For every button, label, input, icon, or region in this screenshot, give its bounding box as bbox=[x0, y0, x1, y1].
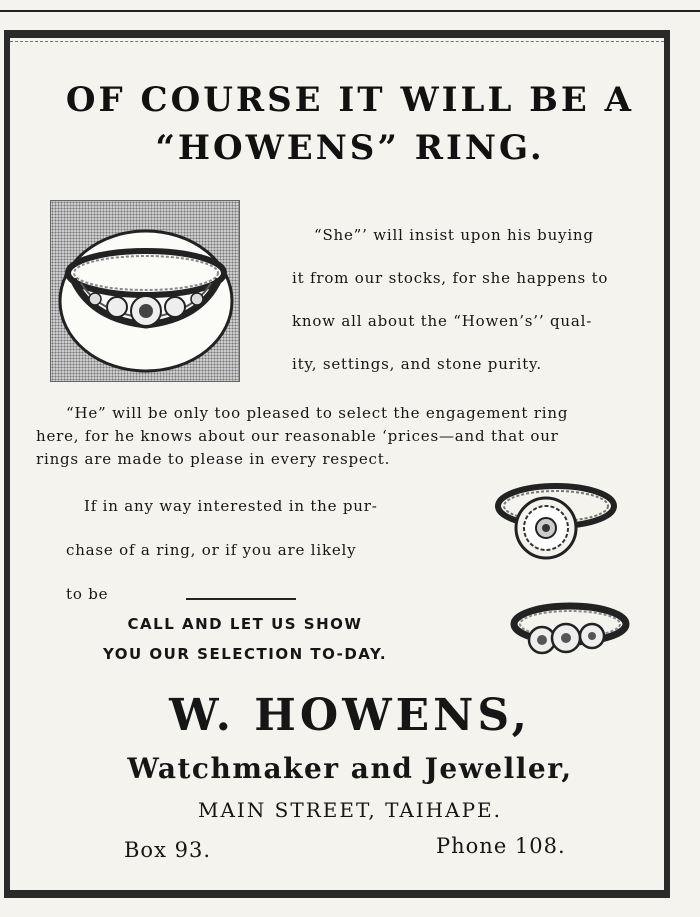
text-line: “He” will be only too pleased to select the engagement ring bbox=[66, 404, 569, 422]
top-rule bbox=[0, 10, 700, 12]
paragraph-interest bbox=[66, 484, 416, 616]
paragraph-he bbox=[36, 402, 642, 471]
text-line: to be bbox=[66, 585, 109, 603]
business-address: MAIN STREET, TAIHAPE. bbox=[198, 798, 502, 822]
ring-engraving-icon bbox=[50, 200, 240, 382]
business-trade: Watchmaker and Jeweller, bbox=[127, 752, 573, 785]
headline-line-1: OF COURSE IT WILL BE A bbox=[65, 80, 635, 120]
text-line: chase of a ring, or if you are likely bbox=[66, 541, 357, 559]
text-line: rings are made to please in every respect. bbox=[36, 450, 391, 468]
text-line: ity, settings, and stone purity. bbox=[292, 355, 542, 373]
section-divider bbox=[186, 598, 296, 600]
cluster-ring-icon bbox=[490, 476, 620, 568]
three-stone-ring-icon bbox=[500, 596, 630, 668]
text-line: here, for he knows about our reasonable ‘prices—and that our bbox=[36, 427, 559, 445]
text-line: If in any way interested in the pur- bbox=[84, 497, 378, 515]
call-to-action-line-1: CALL AND LET US SHOW bbox=[127, 615, 363, 633]
post-box: Box 93. bbox=[124, 838, 211, 862]
text-line: know all about the “Howen’s’’ qual- bbox=[292, 312, 593, 330]
phone-number: Phone 108. bbox=[436, 834, 566, 858]
headline-line-2: “HOWENS” RING. bbox=[155, 128, 545, 168]
paragraph-she bbox=[292, 214, 644, 386]
text-line: it from our stocks, for she happens to bbox=[292, 269, 609, 287]
call-to-action-line-2: YOU OUR SELECTION TO-DAY. bbox=[102, 645, 388, 663]
business-name: W. HOWENS, bbox=[169, 690, 531, 741]
text-line: “She”’ will insist upon his buying bbox=[314, 226, 594, 244]
